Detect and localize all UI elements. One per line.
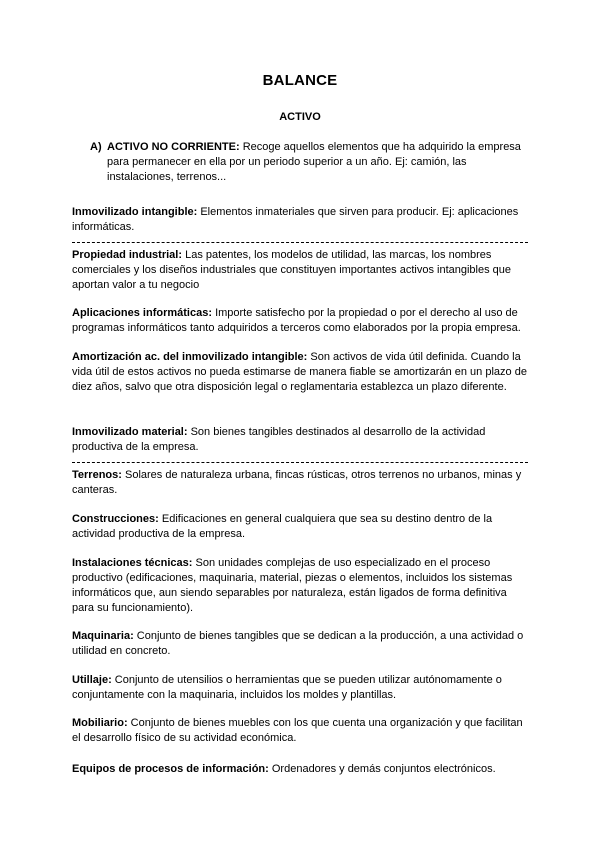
definition-term: Mobiliario: — [72, 717, 128, 729]
definition-text: Ordenadores y demás conjuntos electrónicos. — [271, 763, 496, 775]
definition-text: Son unidades complejas de uso especializado en el proceso productivo (edificaciones, maquinaria, material, piezas o elementos, incluidos los sistemas informáticos que, aun siendo separables por naturaleza, están ligados de forma definitiva para su funcionamiento). — [72, 557, 513, 614]
definition-term: Aplicaciones informáticas: — [72, 307, 212, 319]
definition-item — [72, 306, 528, 336]
definition-item — [72, 716, 528, 746]
definition-term: Terrenos: — [72, 469, 122, 481]
dashed-divider — [72, 462, 528, 463]
section-a-heading: ACTIVO NO CORRIENTE: — [107, 141, 240, 153]
section-a-marker: A) — [90, 141, 102, 153]
definition-item — [72, 468, 528, 498]
definition-term: Equipos de procesos de información: — [72, 763, 269, 775]
section-a-text: Recoge aquellos elementos que ha adquirido la empresa para permanecer en ella por un periodo superior a un año. Ej: camión, las instalaciones, terrenos... — [107, 141, 521, 183]
definition-text: Importe satisfecho por la propiedad o por el derecho al uso de programas informáticos tanto adquiridos a terceros como elaborados por la propia empresa. — [72, 307, 521, 334]
definition-term: Propiedad industrial: — [72, 249, 183, 261]
material-heading — [72, 425, 528, 455]
definition-term: Amortización ac. del inmovilizado intangible: — [72, 351, 308, 363]
definition-text: Las patentes, los modelos de utilidad, las marcas, los nombres comerciales y los diseños industriales que constituyen importantes activos intangibles que aportan valor a tu negocio — [72, 249, 512, 291]
intangible-heading — [72, 205, 528, 235]
dashed-divider — [72, 242, 528, 243]
definition-text: Son activos de vida útil definida. Cuando la vida útil de estos activos no pueda estimarse de manera fiable se amortizarán en un plazo de diez años, salvo que otra disposición legal o reglamentaria establezca un plazo diferente. — [72, 351, 527, 393]
definition-item — [72, 629, 528, 659]
intangible-heading-term: Inmovilizado intangible: — [72, 206, 198, 218]
material-heading-text: Son bienes tangibles destinados al desarrollo de la actividad productiva de la empresa. — [72, 426, 486, 453]
definition-item — [72, 512, 528, 542]
definition-term: Utillaje: — [72, 674, 112, 686]
definition-item — [72, 350, 528, 395]
definition-text: Solares de naturaleza urbana, fincas rústicas, otros terrenos no urbanos, minas y canteras. — [72, 469, 522, 496]
material-heading-term: Inmovilizado material: — [72, 426, 188, 438]
definition-text: Conjunto de bienes tangibles que se dedican a la producción, a una actividad o utilidad en concreto. — [72, 630, 524, 657]
definition-term: Construcciones: — [72, 513, 159, 525]
definition-text: Conjunto de utensilios o herramientas que se pueden utilizar autónomamente o conjuntamente con la maquinaria, incluidos los moldes y plantillas. — [72, 674, 502, 701]
definition-item — [72, 673, 528, 703]
intangible-heading-text: Elementos inmateriales que sirven para producir. Ej: aplicaciones informáticas. — [72, 206, 519, 233]
section-subtitle: ACTIVO — [279, 111, 321, 123]
definition-text: Conjunto de bienes muebles con los que cuenta una organización y que facilitan el desarrollo físico de su actividad económica. — [72, 717, 523, 744]
definition-term: Maquinaria: — [72, 630, 134, 642]
definition-text: Edificaciones en general cualquiera que sea su destino dentro de la actividad productiva de la empresa. — [72, 513, 493, 540]
section-a — [90, 140, 530, 185]
definition-term: Instalaciones técnicas: — [72, 557, 193, 569]
document-title: BALANCE — [262, 72, 338, 89]
definition-item — [72, 248, 528, 293]
section-a-content — [107, 140, 530, 185]
definition-item — [72, 556, 528, 616]
definition-item — [72, 762, 528, 777]
